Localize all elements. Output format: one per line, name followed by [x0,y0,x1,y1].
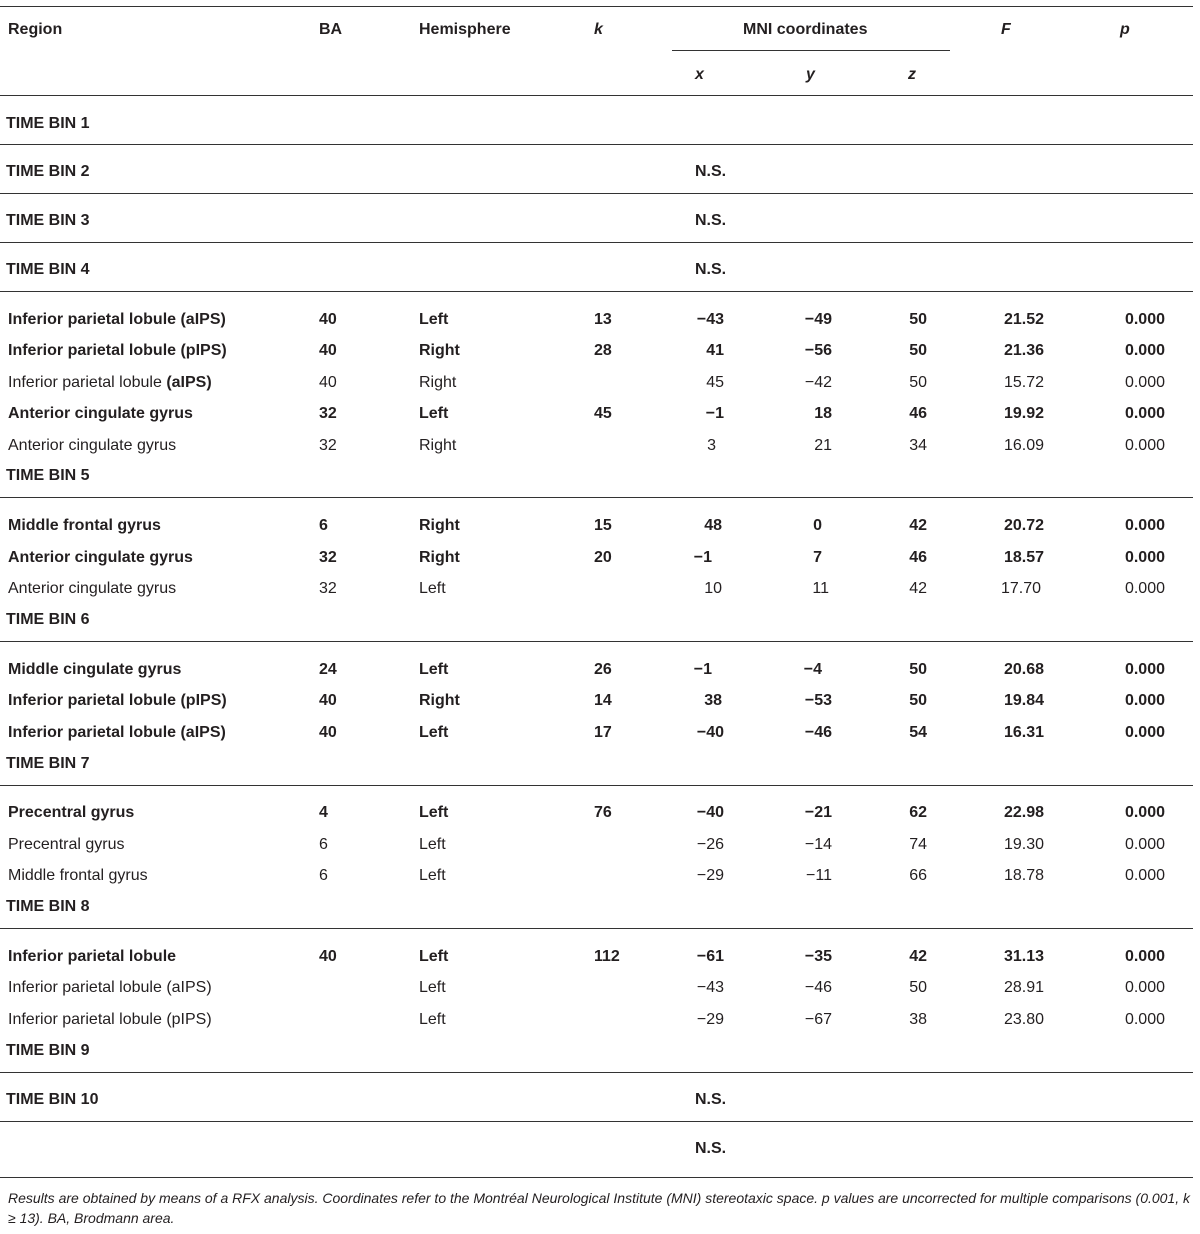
cell-y: −67 [804,1011,832,1028]
cell-y: −56 [804,342,832,359]
cell-y: −21 [804,804,832,821]
cell-f: 17.70 [1000,580,1041,597]
cell-x: −1 [693,661,712,678]
cell-p: 0.000 [1124,979,1165,996]
column-header-x: x [695,66,704,83]
time-bin-label: TIME BIN 5 [6,467,90,484]
cell-z: 74 [909,836,927,853]
cell-z: 62 [909,804,927,821]
cell-z: 50 [909,661,927,678]
cell-ba: 40 [319,342,337,359]
cell-region: Inferior parietal lobule (aIPS) [8,724,226,741]
cell-p: 0.000 [1124,374,1165,391]
cell-x: −40 [696,804,724,821]
cell-hemisphere: Left [419,948,449,965]
cell-ba: 6 [319,836,328,853]
cell-f: 18.57 [1003,549,1044,566]
cell-y: 0 [813,517,822,534]
cell-hemisphere: Left [419,867,446,884]
cell-k: 76 [594,804,612,821]
cell-y: −11 [806,867,832,884]
cell-f: 19.92 [1003,405,1044,422]
cell-hemisphere: Left [419,979,446,996]
not-significant-label: N.S. [695,212,727,229]
time-bin-label: TIME BIN 6 [6,611,90,628]
cell-y: −49 [804,311,832,328]
cell-ba: 40 [319,311,337,328]
cell-region-main: Inferior parietal lobule [8,374,167,391]
cell-z: 54 [909,724,927,741]
column-header-y: y [806,66,815,83]
cell-hemisphere: Right [419,342,460,359]
cell-x: −43 [696,311,724,328]
cell-x: −26 [696,836,724,853]
cell-z: 66 [909,867,927,884]
row-divider [0,291,1193,292]
cell-region: Anterior cingulate gyrus [8,549,193,566]
cell-hemisphere: Left [419,661,449,678]
cell-y: −42 [804,374,832,391]
cell-ba: 32 [319,549,337,566]
cell-p: 0.000 [1124,692,1165,709]
cell-f: 15.72 [1003,374,1044,391]
time-bin-label: TIME BIN 8 [6,898,90,915]
cell-x: 48 [704,517,722,534]
cell-z: 34 [909,437,927,454]
cell-x: −1 [693,549,712,566]
cell-z: 50 [909,692,927,709]
cell-p: 0.000 [1124,311,1165,328]
cell-hemisphere: Left [419,311,449,328]
cell-k: 28 [594,342,612,359]
column-header-hemisphere: Hemisphere [419,21,511,38]
cell-z: 50 [909,311,927,328]
cell-x: −1 [705,405,724,422]
cell-p: 0.000 [1124,948,1165,965]
cell-y: 18 [814,405,832,422]
cell-z: 42 [909,580,927,597]
table-bottom-rule [0,1177,1193,1178]
cell-f: 16.09 [1003,437,1044,454]
cell-ba: 6 [319,867,328,884]
cell-hemisphere: Right [419,692,460,709]
time-bin-label: TIME BIN 9 [6,1042,90,1059]
row-divider [0,785,1193,786]
cell-p: 0.000 [1124,342,1165,359]
cell-f: 31.13 [1003,948,1044,965]
cell-p: 0.000 [1124,405,1165,422]
row-divider [0,497,1193,498]
cell-z: 50 [909,979,927,996]
cell-p: 0.000 [1124,549,1165,566]
cell-p: 0.000 [1124,804,1165,821]
cell-y: −4 [803,661,822,678]
time-bin-label: TIME BIN 3 [6,212,90,229]
time-bin-label: TIME BIN 1 [6,115,90,132]
cell-p: 0.000 [1124,836,1165,853]
column-header-k: k [594,21,603,38]
cell-region: Middle frontal gyrus [8,867,148,884]
cell-hemisphere: Right [419,374,457,391]
cell-ba: 40 [319,948,337,965]
cell-y: −46 [804,979,832,996]
cell-p: 0.000 [1124,724,1165,741]
cell-region: Inferior parietal lobule (pIPS) [8,1011,212,1028]
time-bin-label: TIME BIN 7 [6,755,90,772]
cell-f: 19.84 [1003,692,1044,709]
cell-k: 45 [594,405,612,422]
cell-hemisphere: Right [419,549,460,566]
time-bin-label: TIME BIN 4 [6,261,90,278]
table-top-rule [0,6,1193,7]
cell-f: 16.31 [1003,724,1044,741]
cell-hemisphere: Left [419,804,449,821]
cell-ba: 24 [319,661,337,678]
cell-p: 0.000 [1124,580,1165,597]
row-divider [0,1072,1193,1073]
cell-region [8,373,212,393]
cell-f: 20.72 [1003,517,1044,534]
cell-ba: 32 [319,437,337,454]
cell-f: 21.52 [1003,311,1044,328]
cell-x: −40 [696,724,724,741]
cell-f: 19.30 [1003,836,1044,853]
row-divider [0,1121,1193,1122]
column-header-mni: MNI coordinates [743,21,868,38]
cell-hemisphere: Left [419,724,449,741]
cell-k: 20 [594,549,612,566]
cell-z: 50 [909,374,927,391]
cell-region: Middle frontal gyrus [8,517,161,534]
cell-x: 10 [704,580,722,597]
cell-y: −35 [804,948,832,965]
cell-k: 112 [594,948,620,965]
cell-f: 23.80 [1003,1011,1044,1028]
cell-y: −53 [804,692,832,709]
cell-k: 13 [594,311,612,328]
cell-z: 38 [909,1011,927,1028]
column-header-ba: BA [319,21,343,38]
cell-p: 0.000 [1124,867,1165,884]
cell-z: 46 [909,549,927,566]
cell-p: 0.000 [1124,517,1165,534]
cell-p: 0.000 [1124,661,1165,678]
cell-hemisphere: Right [419,437,457,454]
cell-hemisphere: Left [419,580,446,597]
cell-f: 18.78 [1003,867,1044,884]
cell-region: Inferior parietal lobule (pIPS) [8,692,227,709]
cell-region: Anterior cingulate gyrus [8,580,177,597]
cell-f: 20.68 [1003,661,1044,678]
cell-x: −61 [696,948,724,965]
cell-p: 0.000 [1124,1011,1165,1028]
cell-f: 22.98 [1003,804,1044,821]
header-bottom-rule [0,95,1193,96]
column-header-f: F [1001,21,1011,38]
cell-f: 21.36 [1003,342,1044,359]
cell-region: Anterior cingulate gyrus [8,405,193,422]
cell-hemisphere: Left [419,1011,446,1028]
column-header-p: p [1120,21,1130,38]
cell-region: Anterior cingulate gyrus [8,437,177,454]
cell-region: Precentral gyrus [8,804,135,821]
cell-hemisphere: Left [419,836,446,853]
row-divider [0,641,1193,642]
cell-x: 3 [707,437,716,454]
cell-x: 41 [706,342,724,359]
cell-x: −29 [696,867,724,884]
cell-p: 0.000 [1124,437,1165,454]
cell-region: Middle cingulate gyrus [8,661,182,678]
cell-k: 26 [594,661,612,678]
cell-f: 28.91 [1003,979,1044,996]
row-divider [0,928,1193,929]
cell-y: 21 [814,437,832,454]
not-significant-label: N.S. [695,1091,727,1108]
cell-region: Inferior parietal lobule [8,948,177,965]
not-significant-label: N.S. [695,163,727,180]
cell-x: 38 [704,692,722,709]
cell-z: 50 [909,342,927,359]
not-significant-label: N.S. [695,1140,727,1157]
cell-ba: 40 [319,692,337,709]
cell-k: 15 [594,517,612,534]
cell-k: 17 [594,724,612,741]
cell-y: 11 [812,580,829,597]
cell-ba: 32 [319,405,337,422]
column-header-z: z [908,66,916,83]
cell-region: Precentral gyrus [8,836,125,853]
cell-ba: 4 [319,804,328,821]
mni-header-rule [672,50,950,51]
cell-z: 46 [909,405,927,422]
cell-hemisphere: Right [419,517,460,534]
cell-k: 14 [594,692,612,709]
row-divider [0,193,1193,194]
time-bin-label: TIME BIN 2 [6,163,90,180]
cell-y: −14 [804,836,832,853]
cell-region: Inferior parietal lobule (aIPS) [8,979,212,996]
cell-y: −46 [804,724,832,741]
cell-z: 42 [909,948,927,965]
not-significant-label: N.S. [695,261,727,278]
column-header-region: Region [8,21,63,38]
time-bin-label: TIME BIN 10 [6,1091,99,1108]
cell-z: 42 [909,517,927,534]
cell-y: 7 [813,549,822,566]
cell-x: −43 [696,979,724,996]
cell-ba: 40 [319,374,337,391]
cell-region: Inferior parietal lobule (aIPS) [8,311,226,328]
cell-region-paren: (aIPS) [166,374,212,391]
cell-ba: 40 [319,724,337,741]
cell-ba: 32 [319,580,337,597]
cell-x: −29 [696,1011,724,1028]
cell-region: Inferior parietal lobule (pIPS) [8,342,227,359]
row-divider [0,242,1193,243]
cell-ba: 6 [319,517,328,534]
cell-hemisphere: Left [419,405,449,422]
row-divider [0,144,1193,145]
table-footnote: Results are obtained by means of a RFX analysis. Coordinates refer to the Montréal Neurological Institute (MNI) stereotaxic space. p values are uncorrected for multiple comparisons (0.001, k ≥ 13). BA, Brodmann area. [8,1190,1191,1226]
cell-x: 45 [706,374,724,391]
